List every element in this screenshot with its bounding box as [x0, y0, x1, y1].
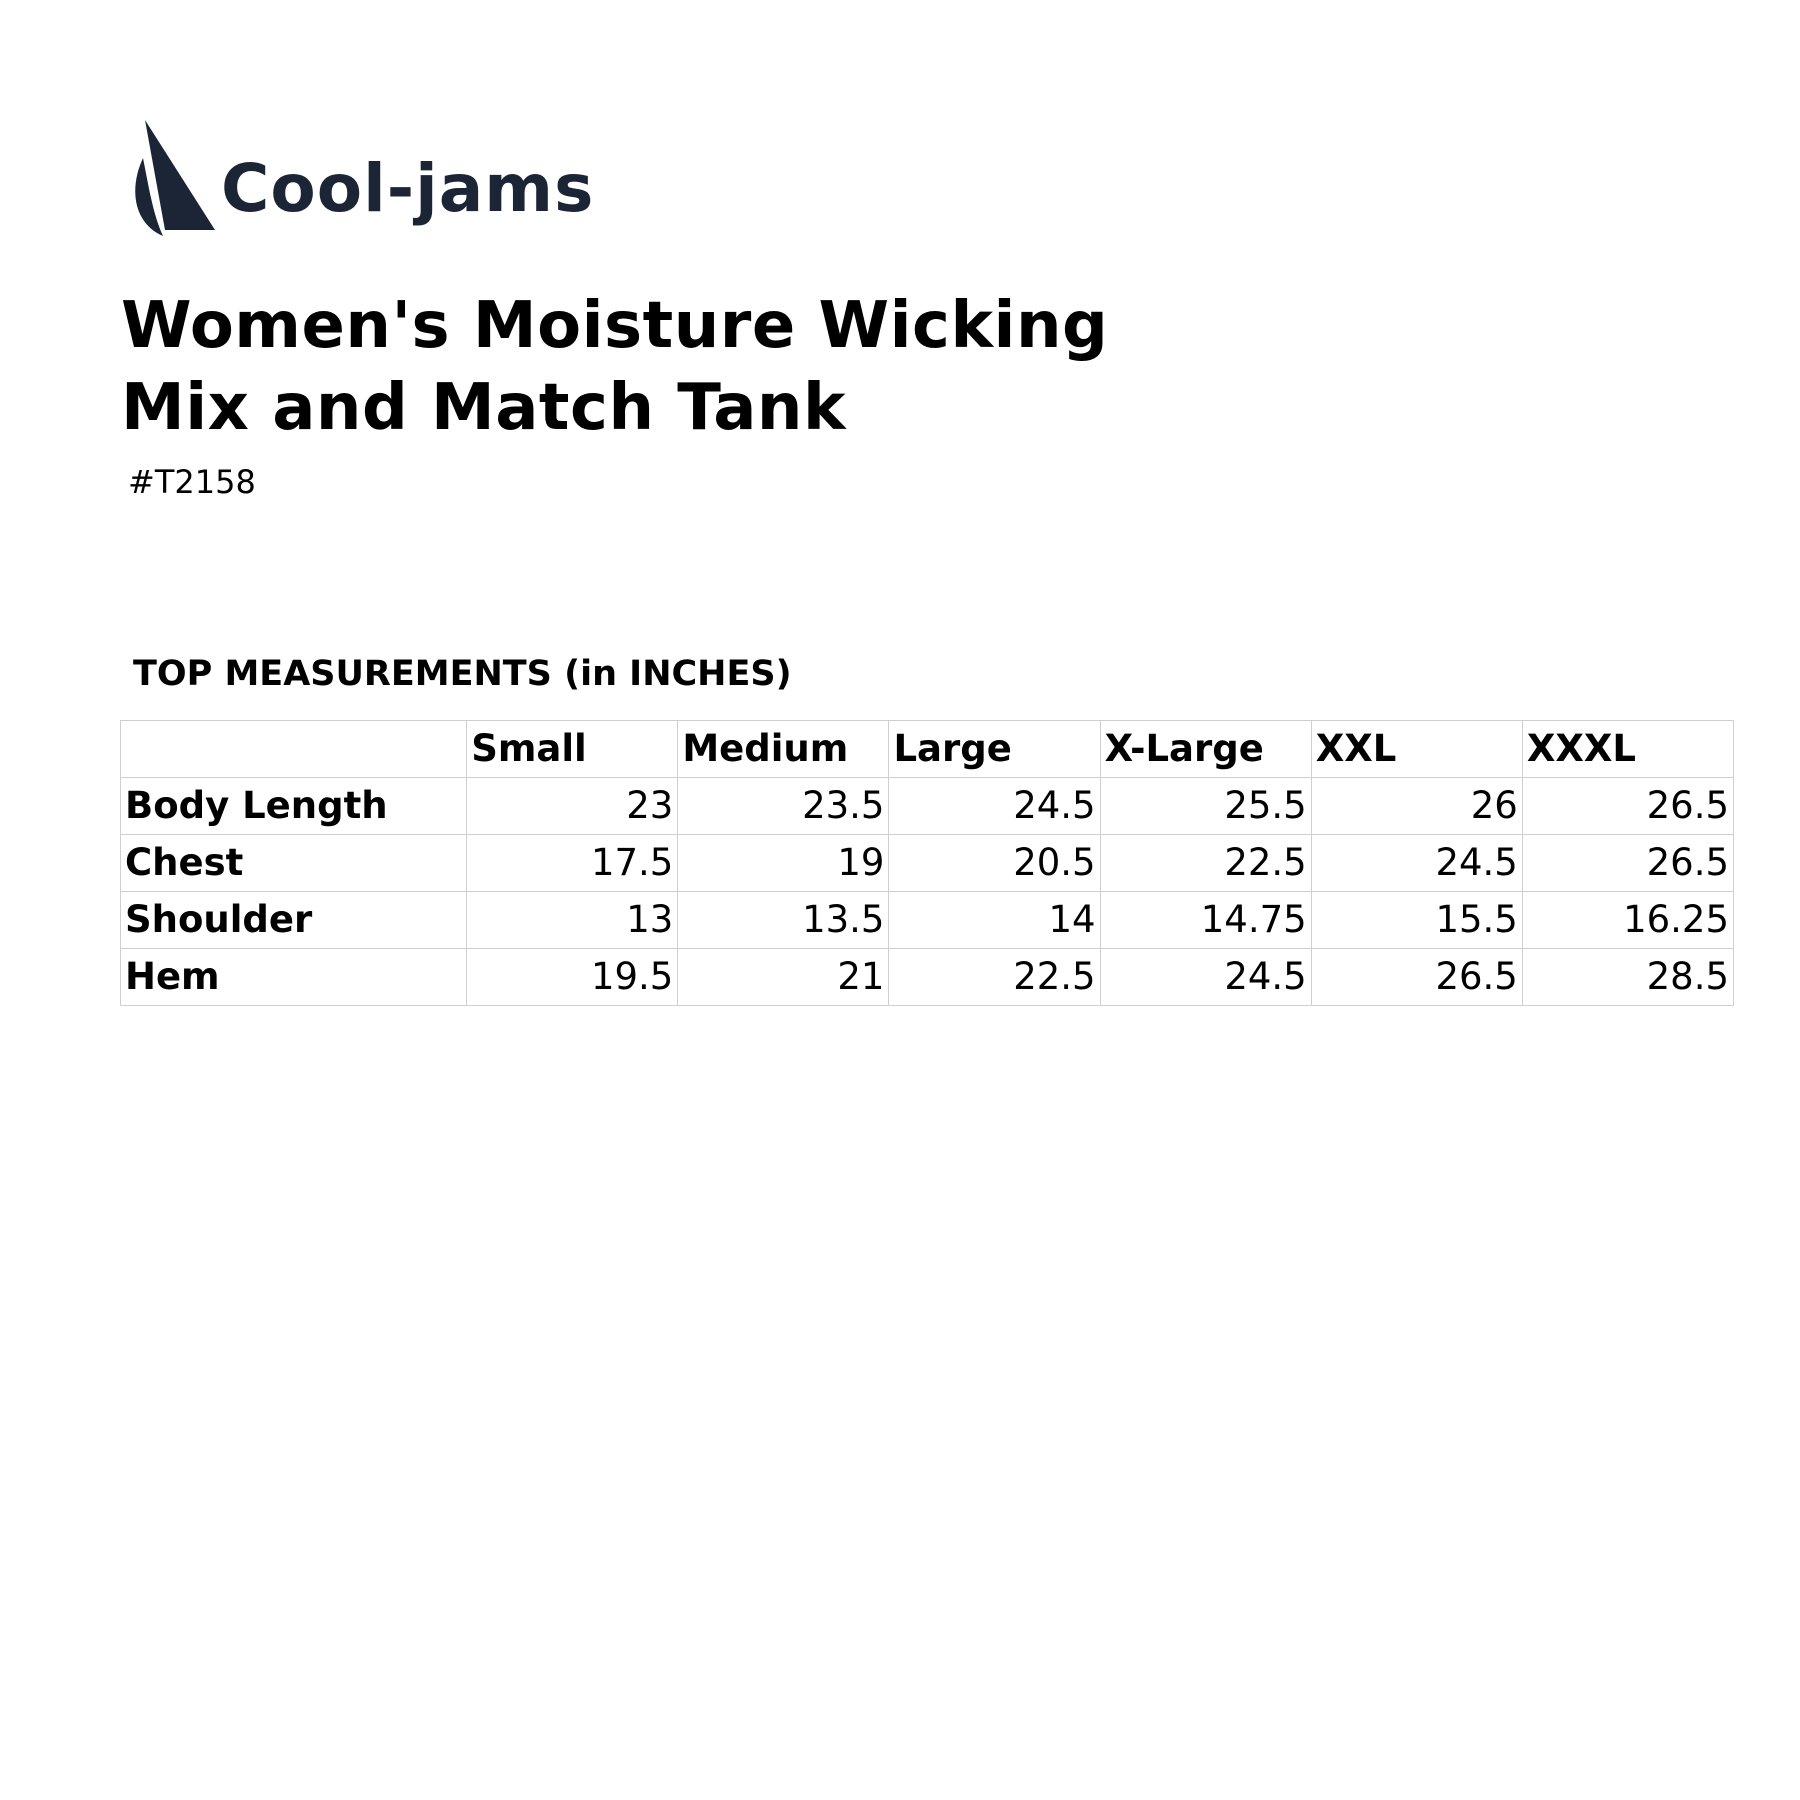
table-row	[121, 949, 1734, 1006]
table-cell: 24.5	[1100, 949, 1311, 1006]
table-cell: 13.5	[678, 892, 889, 949]
sailboat-icon	[135, 118, 225, 243]
row-label: Shoulder	[121, 892, 467, 949]
table-cell: 19	[678, 835, 889, 892]
table-cell: 16.25	[1522, 892, 1733, 949]
row-label: Chest	[121, 835, 467, 892]
table-cell: 26.5	[1522, 835, 1733, 892]
table-row	[121, 835, 1734, 892]
measurements-heading: TOP MEASUREMENTS (in INCHES)	[133, 654, 792, 694]
table-cell: 22.5	[1100, 835, 1311, 892]
table-cell: 15.5	[1311, 892, 1522, 949]
table-cell: 13	[467, 892, 678, 949]
table-cell: 17.5	[467, 835, 678, 892]
size-chart-table	[120, 720, 1734, 1006]
table-cell: 24.5	[889, 778, 1100, 835]
header-corner-cell	[121, 721, 467, 778]
table-row	[121, 892, 1734, 949]
table-cell: 25.5	[1100, 778, 1311, 835]
table-cell: 23.5	[678, 778, 889, 835]
table-cell: 20.5	[889, 835, 1100, 892]
size-header: Medium	[678, 721, 889, 778]
title-line-2: Mix and Match Tank	[121, 371, 846, 445]
table-cell: 21	[678, 949, 889, 1006]
table-cell: 28.5	[1522, 949, 1733, 1006]
row-label: Body Length	[121, 778, 467, 835]
table-cell: 26	[1311, 778, 1522, 835]
product-sku: #T2158	[128, 463, 256, 501]
table-cell: 26.5	[1311, 949, 1522, 1006]
size-header: XXXL	[1522, 721, 1733, 778]
size-header: Small	[467, 721, 678, 778]
table-cell: 22.5	[889, 949, 1100, 1006]
size-header: XXL	[1311, 721, 1522, 778]
header-row	[121, 721, 1734, 778]
table-cell: 19.5	[467, 949, 678, 1006]
size-header: X-Large	[1100, 721, 1311, 778]
row-label: Hem	[121, 949, 467, 1006]
table-cell: 24.5	[1311, 835, 1522, 892]
title-line-1: Women's Moisture Wicking	[121, 289, 1109, 363]
size-header: Large	[889, 721, 1100, 778]
brand-logo	[135, 118, 595, 243]
table-cell: 14.75	[1100, 892, 1311, 949]
page-title	[121, 285, 1108, 449]
table-cell: 14	[889, 892, 1100, 949]
table-cell: 26.5	[1522, 778, 1733, 835]
brand-name: Cool-jams	[221, 150, 595, 227]
table-row	[121, 778, 1734, 835]
table-cell: 23	[467, 778, 678, 835]
